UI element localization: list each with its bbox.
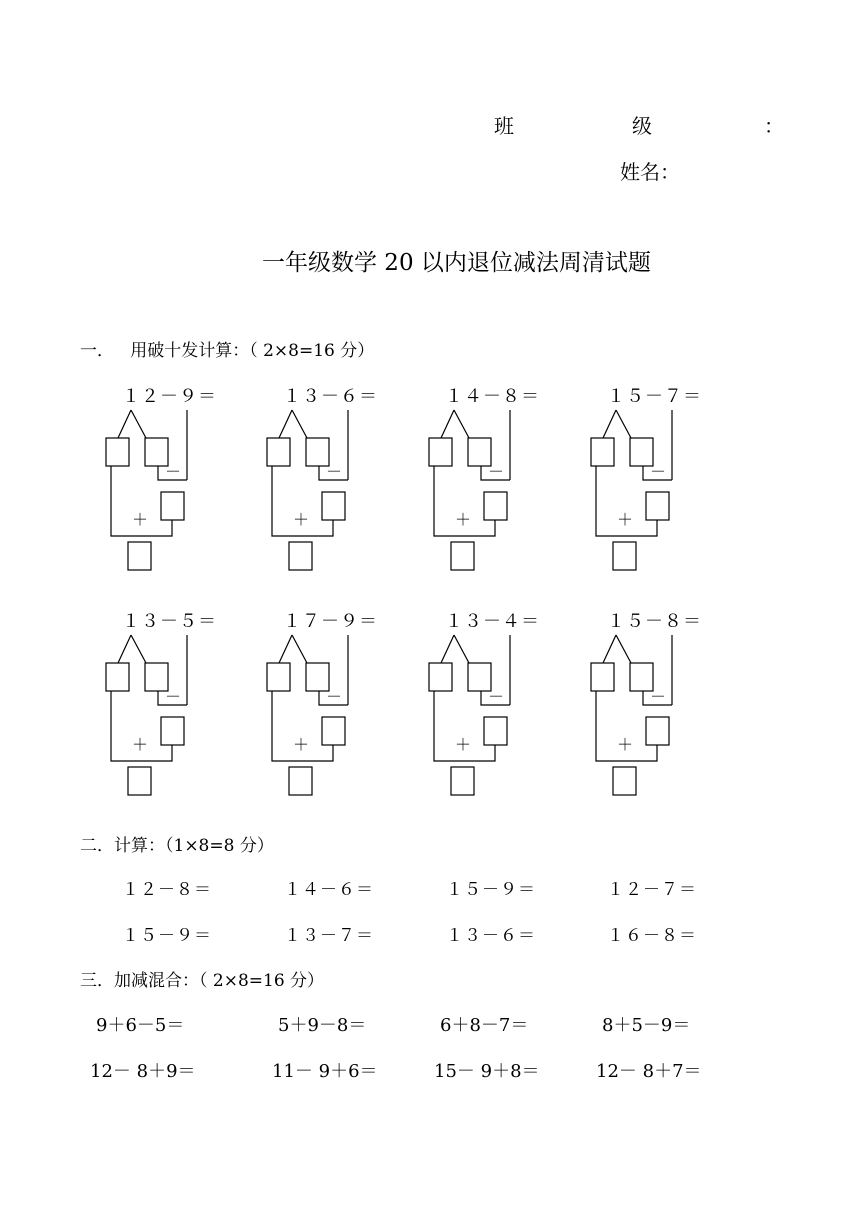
- calc-item: １４－６＝: [284, 880, 374, 900]
- plus-sign: ＋: [617, 510, 634, 529]
- branch-line-left: [603, 410, 616, 438]
- mixed-item: 8＋5－9＝: [602, 1015, 691, 1036]
- mixed-item: 11－ 9＋6＝: [272, 1061, 378, 1082]
- plus-sign: ＋: [132, 735, 149, 754]
- calc-item: １５－９＝: [122, 926, 212, 946]
- difference-box[interactable]: [646, 492, 669, 520]
- mixed-item: 12－ 8＋7＝: [596, 1061, 702, 1082]
- ten-box[interactable]: [106, 663, 129, 691]
- problem-equation: １７－９＝: [283, 611, 378, 632]
- result-box[interactable]: [451, 542, 474, 570]
- decomposition-problem: [263, 388, 383, 588]
- result-box[interactable]: [289, 542, 312, 570]
- difference-box[interactable]: [161, 492, 184, 520]
- decomposition-problem: [587, 613, 707, 813]
- ten-box[interactable]: [267, 438, 290, 466]
- ten-box[interactable]: [591, 663, 614, 691]
- branch-line-left: [279, 635, 292, 663]
- minus-sign: －: [326, 687, 343, 706]
- mixed-item: 12－ 8＋9＝: [90, 1061, 196, 1082]
- decomposition-problem: [425, 388, 545, 588]
- mixed-item: 15－ 9＋8＝: [434, 1061, 540, 1082]
- ten-box[interactable]: [267, 663, 290, 691]
- branch-line-right: [292, 410, 307, 438]
- difference-box[interactable]: [161, 717, 184, 745]
- branch-line-right: [616, 635, 631, 663]
- tree-diagram: [102, 613, 222, 813]
- name-label: 姓名：: [620, 160, 680, 184]
- ten-box[interactable]: [106, 438, 129, 466]
- difference-box[interactable]: [484, 492, 507, 520]
- plus-sign: ＋: [455, 735, 472, 754]
- branch-line-right: [292, 635, 307, 663]
- result-box[interactable]: [613, 767, 636, 795]
- tree-diagram: [263, 613, 383, 813]
- plus-sign: ＋: [132, 510, 149, 529]
- problem-equation: １５－７＝: [607, 386, 702, 407]
- tree-diagram: [425, 613, 545, 813]
- decomposition-problem: [587, 388, 707, 588]
- problem-equation: １３－４＝: [445, 611, 540, 632]
- ten-box[interactable]: [591, 438, 614, 466]
- difference-box[interactable]: [484, 717, 507, 745]
- branch-line-right: [131, 410, 146, 438]
- difference-box[interactable]: [322, 717, 345, 745]
- minus-sign: －: [650, 687, 667, 706]
- section1-heading: 一． 用破十发计算：（ 2×8=16 分）: [80, 341, 375, 361]
- branch-line-left: [441, 635, 454, 663]
- branch-line-right: [616, 410, 631, 438]
- result-box[interactable]: [128, 542, 151, 570]
- problem-equation: １５－８＝: [607, 611, 702, 632]
- plus-sign: ＋: [293, 735, 310, 754]
- mixed-item: 9＋6－5＝: [96, 1015, 185, 1036]
- minus-sign: －: [488, 687, 505, 706]
- problem-equation: １４－８＝: [445, 386, 540, 407]
- tree-diagram: [587, 613, 707, 813]
- section2-heading: 二．计算：（1×8=8 分）: [80, 836, 274, 856]
- class-label-char-2: 级: [632, 114, 652, 138]
- mixed-item: 6＋8－7＝: [440, 1015, 529, 1036]
- ten-box[interactable]: [429, 438, 452, 466]
- minus-sign: －: [326, 462, 343, 481]
- calc-item: １３－６＝: [446, 926, 536, 946]
- calc-item: １３－７＝: [284, 926, 374, 946]
- branch-line-left: [118, 635, 131, 663]
- calc-item: １２－８＝: [122, 880, 212, 900]
- problem-equation: １３－５＝: [122, 611, 217, 632]
- plus-sign: ＋: [617, 735, 634, 754]
- branch-line-right: [131, 635, 146, 663]
- calc-item: １６－８＝: [607, 926, 697, 946]
- decomposition-problem: [425, 613, 545, 813]
- class-label-char-1: 班: [494, 114, 514, 138]
- branch-line-left: [118, 410, 131, 438]
- section3-heading: 三．加减混合：（ 2×8=16 分）: [80, 971, 325, 991]
- result-box[interactable]: [451, 767, 474, 795]
- tree-diagram: [425, 388, 545, 588]
- problem-equation: １３－６＝: [283, 386, 378, 407]
- difference-box[interactable]: [646, 717, 669, 745]
- page-title: 一年级数学 20 以内退位减法周清试题: [262, 250, 651, 276]
- result-box[interactable]: [128, 767, 151, 795]
- tree-diagram: [587, 388, 707, 588]
- branch-line-left: [441, 410, 454, 438]
- result-box[interactable]: [289, 767, 312, 795]
- calc-item: １５－９＝: [446, 880, 536, 900]
- minus-sign: －: [650, 462, 667, 481]
- decomposition-problem: [102, 613, 222, 813]
- class-colon: ：: [764, 114, 784, 138]
- calc-item: １２－７＝: [607, 880, 697, 900]
- mixed-item: 5＋9－8＝: [278, 1015, 367, 1036]
- branch-line-right: [454, 635, 469, 663]
- decomposition-problem: [263, 613, 383, 813]
- decomposition-problem: [102, 388, 222, 588]
- difference-box[interactable]: [322, 492, 345, 520]
- branch-line-left: [603, 635, 616, 663]
- plus-sign: ＋: [293, 510, 310, 529]
- plus-sign: ＋: [455, 510, 472, 529]
- tree-diagram: [102, 388, 222, 588]
- minus-sign: －: [165, 687, 182, 706]
- minus-sign: －: [488, 462, 505, 481]
- tree-diagram: [263, 388, 383, 588]
- result-box[interactable]: [613, 542, 636, 570]
- ten-box[interactable]: [429, 663, 452, 691]
- branch-line-left: [279, 410, 292, 438]
- branch-line-right: [454, 410, 469, 438]
- minus-sign: －: [165, 462, 182, 481]
- problem-equation: １２－９＝: [122, 386, 217, 407]
